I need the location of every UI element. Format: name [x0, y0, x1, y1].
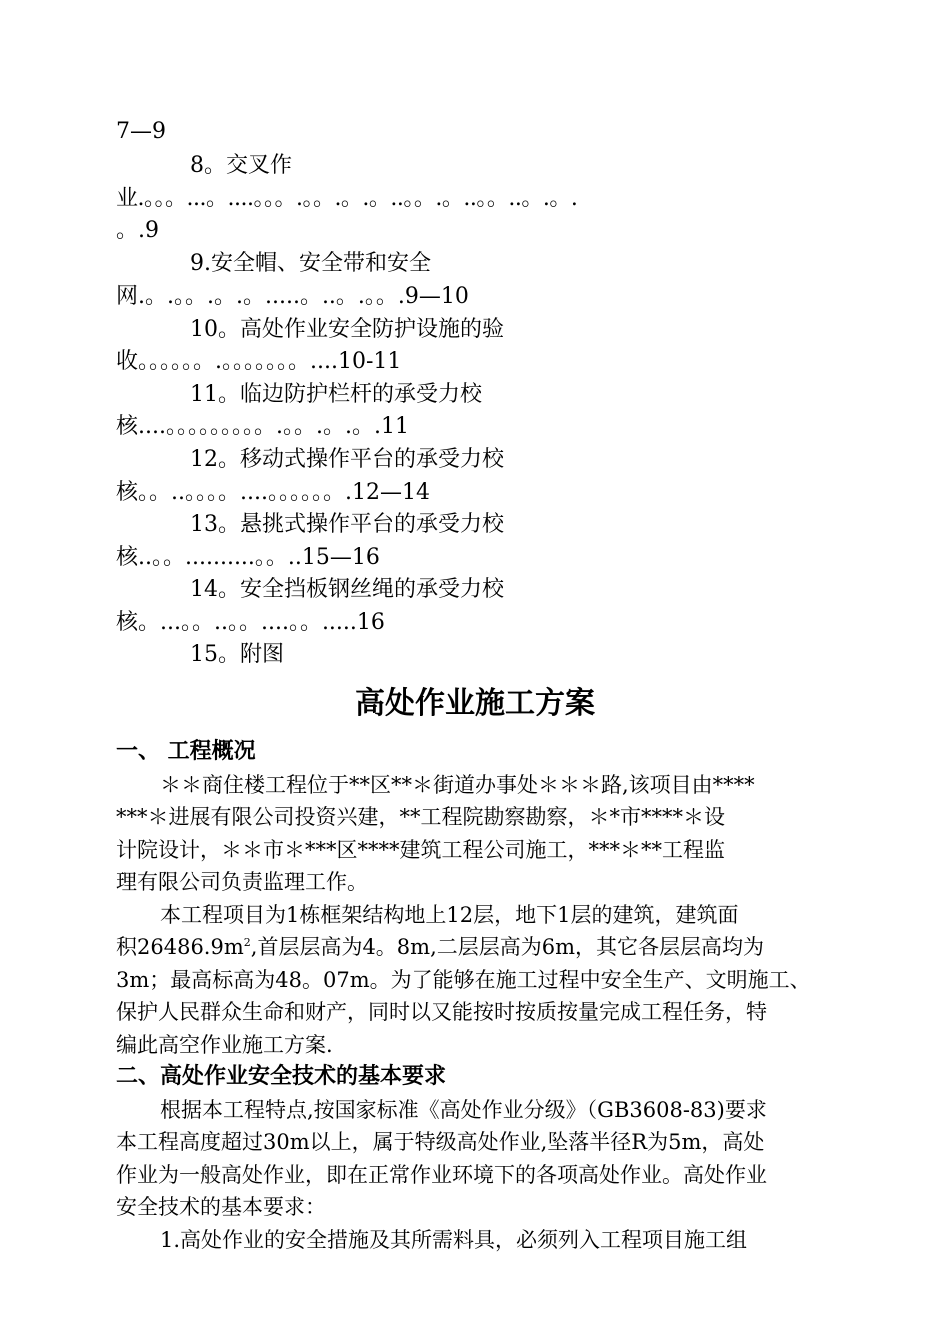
toc-entry-title: 15。附图: [190, 642, 284, 667]
paragraph-line: ***＊进展有限公司投资兴建，**工程院勘察勘察，＊*市****＊设: [116, 805, 725, 829]
superscript-two: 2: [243, 936, 251, 949]
paragraph-line: 本工程高度超过30m以上，属于特级高处作业,坠落半径R为5m，高处: [116, 1130, 765, 1154]
toc-entry-title: 11。临边防护栏杆的承受力校: [190, 382, 482, 407]
section-heading: 一、 工程概况: [116, 739, 256, 764]
toc-entry-title: 12。移动式操作平台的承受力校: [190, 447, 504, 472]
toc-entry-title: 14。安全挡板钢丝绳的承受力校: [190, 577, 504, 602]
paragraph-text: ,首层层高为4。8m,二层层高为6m，其它各层层高均为: [250, 935, 765, 959]
paragraph-line: 根据本工程特点,按国家标准《高处作业分级》（GB3608-83)要求: [160, 1098, 767, 1122]
paragraph-line: [116, 931, 764, 963]
paragraph-line: 1.高处作业的安全措施及其所需料具，必须列入工程项目施工组: [160, 1228, 748, 1252]
toc-entry-leader: 核....。。。。。。。。。.。。.。.。.11: [116, 414, 409, 439]
toc-entry-leader: 核..。。..........。。..15—16: [116, 545, 380, 570]
toc-entry-title: 8。交叉作: [190, 153, 292, 178]
toc-entry-leader: 网.。.。。.。.。.....。..。.。。.9—10: [116, 284, 469, 309]
paragraph-line: 3m；最高标高为48。07m。为了能够在施工过程中安全生产、文明施工、: [116, 968, 811, 992]
paragraph-line: 计院设计，＊＊市＊***区****建筑工程公司施工，***＊**工程监: [116, 838, 725, 862]
toc-entry-title: 9.安全帽、安全带和安全: [190, 251, 431, 276]
toc-entry-title: 10。高处作业安全防护设施的验: [190, 317, 504, 342]
document-title: 高处作业施工方案: [355, 686, 595, 721]
toc-entry-leader: 。.9: [116, 218, 159, 243]
toc-entry-leader: 核。...。。..。。....。。.....16: [116, 610, 385, 635]
paragraph-line: 本工程项目为1栋框架结构地上12层，地下1层的建筑，建筑面: [160, 903, 739, 927]
paragraph-line: 理有限公司负责监理工作。: [116, 870, 368, 894]
paragraph-line: 保护人民群众生命和财产，同时以又能按时按质按量完成工程任务，特: [116, 1000, 767, 1024]
paragraph-line: 编此高空作业施工方案.: [116, 1033, 333, 1057]
area-value: 积26486.9m: [116, 935, 244, 959]
toc-entry-title: 13。悬挑式操作平台的承受力校: [190, 512, 504, 537]
toc-page-range: 7—9: [116, 119, 166, 144]
toc-entry-leader: 核。。..。。。。....。。。。。。.12—14: [116, 480, 430, 505]
toc-entry-leader: 收。。。。。。.。。。。。。。....10-11: [116, 349, 402, 374]
paragraph-line: ＊＊商住楼工程位于**区**＊街道办事处＊＊＊路,该项目由****: [160, 773, 755, 797]
paragraph-line: 安全技术的基本要求：: [116, 1195, 326, 1219]
paragraph-line: 作业为一般高处作业，即在正常作业环境下的各项高处作业。高处作业: [116, 1163, 767, 1187]
toc-entry-leader: 业.。。。...。....。。。.。。.。.。..。。.。..。。..。.。.: [116, 186, 578, 211]
section-heading: 二、高处作业安全技术的基本要求: [116, 1064, 447, 1089]
